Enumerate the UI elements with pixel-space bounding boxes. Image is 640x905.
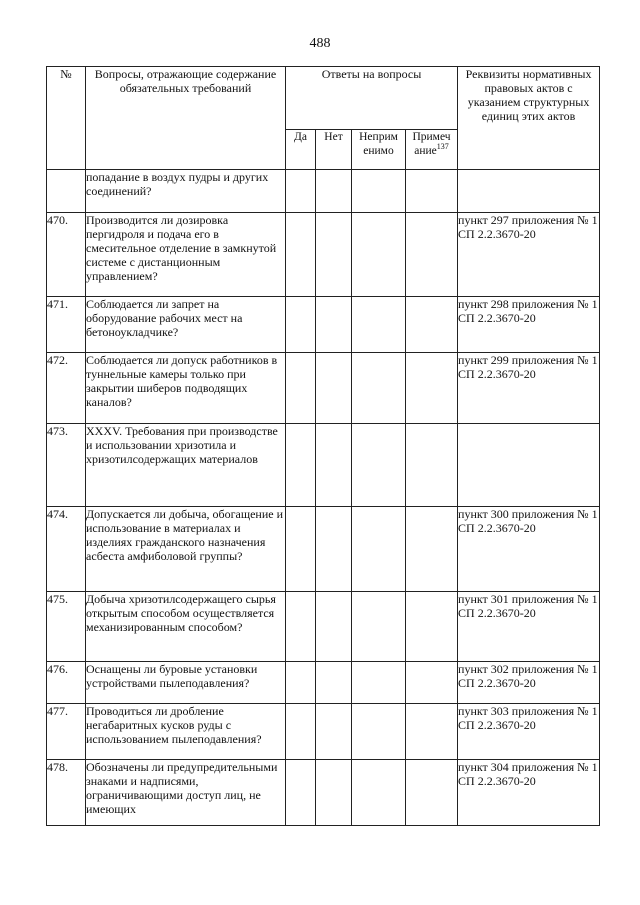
reference-text bbox=[458, 424, 600, 507]
answer-no-cell bbox=[316, 662, 352, 704]
row-number: 473. bbox=[47, 424, 86, 507]
answer-no-cell bbox=[316, 353, 352, 424]
table-row bbox=[47, 353, 600, 424]
answer-note-cell bbox=[406, 297, 458, 353]
question-text: Допускается ли добыча, обогащение и использование в материалах и изделиях гражданского назначения асбеста амфиболовой группы? bbox=[86, 507, 286, 592]
answer-yes-cell bbox=[286, 170, 316, 213]
reference-text: пункт 303 приложения № 1 СП 2.2.3670-20 bbox=[458, 704, 600, 760]
row-number: 478. bbox=[47, 760, 86, 826]
reference-text: пункт 304 приложения № 1 СП 2.2.3670-20 bbox=[458, 760, 600, 826]
row-number: 470. bbox=[47, 213, 86, 297]
header-num: № bbox=[47, 67, 86, 170]
answer-note-cell bbox=[406, 507, 458, 592]
answer-no-cell bbox=[316, 297, 352, 353]
answer-note-cell bbox=[406, 760, 458, 826]
row-number: 476. bbox=[47, 662, 86, 704]
answer-note-cell bbox=[406, 662, 458, 704]
page-number: 488 bbox=[309, 36, 331, 51]
answer-no-cell bbox=[316, 213, 352, 297]
question-text: Соблюдается ли запрет на оборудование рабочих мест на бетоноукладчике? bbox=[86, 297, 286, 353]
answer-no-cell bbox=[316, 507, 352, 592]
reference-text bbox=[458, 170, 600, 213]
question-text: Соблюдается ли допуск работников в туннельные камеры только при закрытии шиберов подводящих каналов? bbox=[86, 353, 286, 424]
answer-na-cell bbox=[352, 213, 406, 297]
answer-yes-cell bbox=[286, 424, 316, 507]
answer-na-cell bbox=[352, 760, 406, 826]
row-number: 471. bbox=[47, 297, 86, 353]
question-text: попадание в воздух пудры и других соединений? bbox=[86, 170, 286, 213]
answer-na-cell bbox=[352, 424, 406, 507]
table-row bbox=[47, 662, 600, 704]
question-text: Проводиться ли дробление негабаритных кусков руды с использованием пылеподавления? bbox=[86, 704, 286, 760]
reference-text: пункт 299 приложения № 1 СП 2.2.3670-20 bbox=[458, 353, 600, 424]
answer-no-cell bbox=[316, 170, 352, 213]
answer-note-cell bbox=[406, 213, 458, 297]
answer-yes-cell bbox=[286, 353, 316, 424]
answer-note-cell bbox=[406, 592, 458, 662]
header-question: Вопросы, отражающие содержание обязательных требований bbox=[86, 67, 286, 170]
answer-na-cell bbox=[352, 662, 406, 704]
table-row bbox=[47, 704, 600, 760]
answer-na-cell bbox=[352, 297, 406, 353]
question-text: Производится ли дозировка пергидроля и подача его в смесительное отделение в замкнутой системе с дистанционным управлением? bbox=[86, 213, 286, 297]
row-number: 477. bbox=[47, 704, 86, 760]
answer-yes-cell bbox=[286, 297, 316, 353]
answer-note-cell bbox=[406, 170, 458, 213]
answer-yes-cell bbox=[286, 704, 316, 760]
reference-text: пункт 301 приложения № 1 СП 2.2.3670-20 bbox=[458, 592, 600, 662]
header-note bbox=[406, 130, 458, 170]
answer-yes-cell bbox=[286, 507, 316, 592]
header-note-text: Примеч ание bbox=[412, 131, 451, 157]
answer-no-cell bbox=[316, 592, 352, 662]
answer-na-cell bbox=[352, 353, 406, 424]
answer-note-cell bbox=[406, 353, 458, 424]
header-not-applicable: Неприм енимо bbox=[352, 130, 406, 170]
reference-text: пункт 300 приложения № 1 СП 2.2.3670-20 bbox=[458, 507, 600, 592]
answer-yes-cell bbox=[286, 760, 316, 826]
answer-note-cell bbox=[406, 704, 458, 760]
section-heading: XXXV. Требования при производстве и использовании хризотила и хризотилсодержащих материалов bbox=[86, 424, 286, 507]
table-row bbox=[47, 592, 600, 662]
header-note-footnote: 137 bbox=[436, 142, 449, 152]
answer-na-cell bbox=[352, 507, 406, 592]
reference-text: пункт 298 приложения № 1 СП 2.2.3670-20 bbox=[458, 297, 600, 353]
table-row bbox=[47, 424, 600, 507]
answer-yes-cell bbox=[286, 213, 316, 297]
header-answers: Ответы на вопросы bbox=[286, 67, 458, 130]
row-number: 474. bbox=[47, 507, 86, 592]
answer-yes-cell bbox=[286, 662, 316, 704]
header-yes: Да bbox=[286, 130, 316, 170]
row-number bbox=[47, 170, 86, 213]
answer-na-cell bbox=[352, 592, 406, 662]
question-text: Добыча хризотилсодержащего сырья открытым способом осуществляется механизированным способом? bbox=[86, 592, 286, 662]
table-row bbox=[47, 213, 600, 297]
table-row bbox=[47, 297, 600, 353]
reference-text: пункт 302 приложения № 1 СП 2.2.3670-20 bbox=[458, 662, 600, 704]
header-no: Нет bbox=[316, 130, 352, 170]
reference-text: пункт 297 приложения № 1 СП 2.2.3670-20 bbox=[458, 213, 600, 297]
row-number: 475. bbox=[47, 592, 86, 662]
table-row bbox=[47, 507, 600, 592]
answer-note-cell bbox=[406, 424, 458, 507]
row-number: 472. bbox=[47, 353, 86, 424]
answer-no-cell bbox=[316, 760, 352, 826]
answer-na-cell bbox=[352, 704, 406, 760]
question-text: Обозначены ли предупредительными знаками и надписями, ограничивающими доступ лиц, не имеющих bbox=[86, 760, 286, 826]
table-row bbox=[47, 760, 600, 826]
answer-no-cell bbox=[316, 704, 352, 760]
question-text: Оснащены ли буровые установки устройствами пылеподавления? bbox=[86, 662, 286, 704]
answer-no-cell bbox=[316, 424, 352, 507]
table-row bbox=[47, 170, 600, 213]
requirements-table bbox=[46, 66, 600, 826]
answer-yes-cell bbox=[286, 592, 316, 662]
header-reference: Реквизиты нормативных правовых актов с указанием структурных единиц этих актов bbox=[458, 67, 600, 170]
answer-na-cell bbox=[352, 170, 406, 213]
